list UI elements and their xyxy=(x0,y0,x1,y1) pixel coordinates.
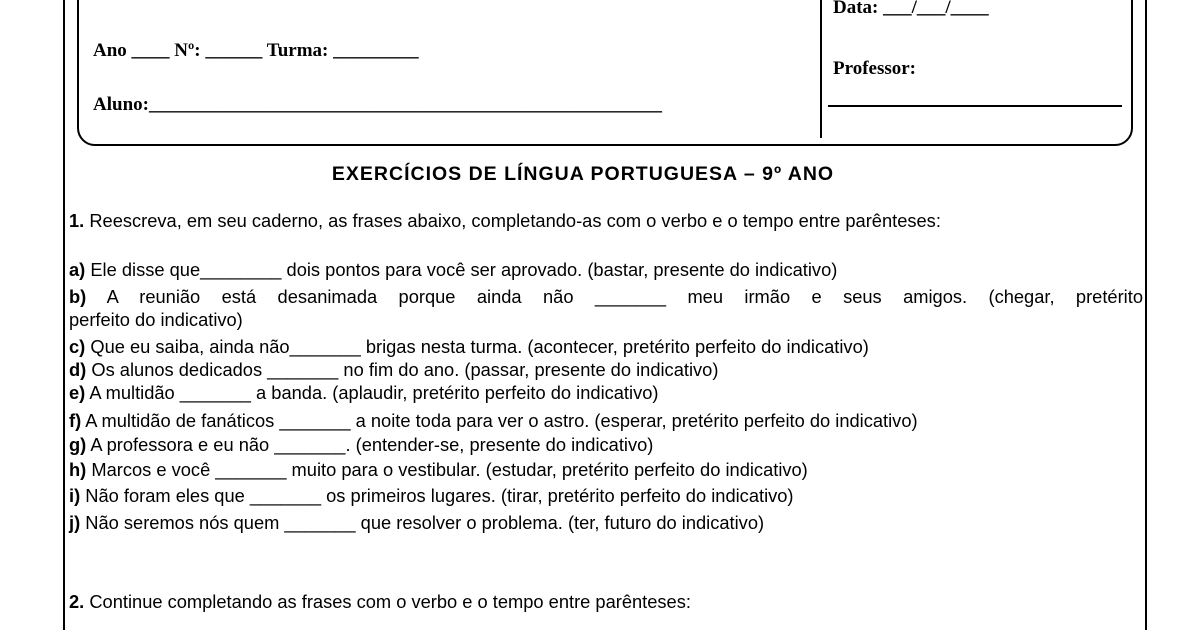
item-text: Marcos e você _______ muito para o vestibular. (estudar, pretérito perfeito do indicativo) xyxy=(91,459,808,480)
item-label: e) xyxy=(69,382,86,403)
professor-underline xyxy=(828,105,1122,107)
item-text: Não foram eles que _______ os primeiros lugares. (tirar, pretérito perfeito do indicativo) xyxy=(85,485,794,506)
item-label: f) xyxy=(69,410,82,431)
professor-label: Professor: xyxy=(833,58,917,79)
item-text-continuation: perfeito do indicativo) xyxy=(69,309,243,330)
exercise-item-continuation xyxy=(69,309,1143,330)
question-1-prompt xyxy=(69,210,1143,231)
exercise-item xyxy=(69,512,1143,533)
ano-numero-turma-field: Ano ____ Nº: ______ Turma: _________ xyxy=(93,40,419,61)
aluno-field: Aluno:______________________________________________________ xyxy=(93,94,662,115)
header-box xyxy=(77,0,1133,146)
question-1-text: Reescreva, em seu caderno, as frases abaixo, completando-as com o verbo e o tempo entre parênteses: xyxy=(89,210,941,231)
exercise-item xyxy=(69,382,1143,403)
item-text: A professora e eu não _______. (entender-se, presente do indicativo) xyxy=(90,434,654,455)
page-border-right xyxy=(1145,0,1147,630)
item-text: Que eu saiba, ainda não_______ brigas nesta turma. (acontecer, pretérito perfeito do indicativo) xyxy=(90,336,869,357)
exercise-item xyxy=(69,410,1143,431)
item-text: A multidão de fanáticos _______ a noite toda para ver o astro. (esperar, pretérito perfeito do indicativo) xyxy=(85,410,918,431)
question-1-number: 1. xyxy=(69,210,85,231)
exercise-item xyxy=(69,485,1143,506)
question-2-number: 2. xyxy=(69,591,85,612)
header-divider xyxy=(820,0,822,138)
exercise-item xyxy=(69,286,1143,307)
item-label: h) xyxy=(69,459,87,480)
question-2-text: Continue completando as frases com o verbo e o tempo entre parênteses: xyxy=(89,591,691,612)
exercise-item xyxy=(69,434,1143,455)
item-label: g) xyxy=(69,434,87,455)
exercise-item xyxy=(69,359,1143,380)
exercise-item xyxy=(69,336,1143,357)
item-text: Os alunos dedicados _______ no fim do ano. (passar, presente do indicativo) xyxy=(91,359,719,380)
item-label: j) xyxy=(69,512,81,533)
item-text: A multidão _______ a banda. (aplaudir, pretérito perfeito do indicativo) xyxy=(89,382,659,403)
item-text: Ele disse que________ dois pontos para você ser aprovado. (bastar, presente do indicativo) xyxy=(90,259,838,280)
exercise-item xyxy=(69,259,1143,280)
item-text: A reunião está desanimada porque ainda não _______ meu irmão e seus amigos. (chegar, pretérito xyxy=(106,286,1143,307)
page-title: EXERCÍCIOS DE LÍNGUA PORTUGUESA – 9º ANO xyxy=(331,163,835,185)
question-2-prompt xyxy=(69,591,1143,612)
item-label: b) xyxy=(69,286,87,307)
date-field: Data: ___/___/____ xyxy=(833,0,989,18)
item-label: i) xyxy=(69,485,81,506)
item-label: d) xyxy=(69,359,87,380)
item-text: Não seremos nós quem _______ que resolver o problema. (ter, futuro do indicativo) xyxy=(85,512,765,533)
item-label: c) xyxy=(69,336,86,357)
item-label: a) xyxy=(69,259,86,280)
exercise-item xyxy=(69,459,1143,480)
page-border-left xyxy=(63,0,65,630)
